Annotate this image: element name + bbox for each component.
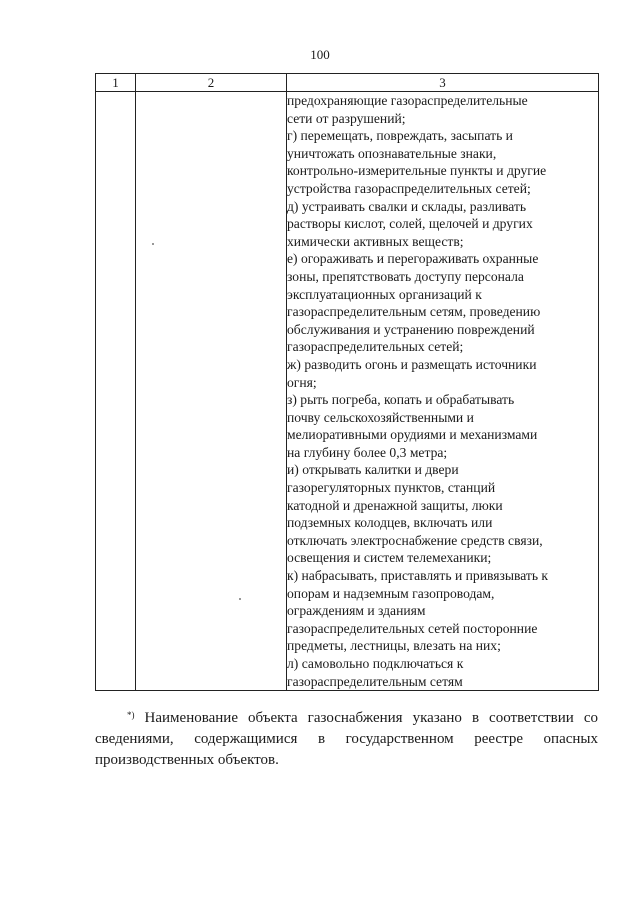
text-line: растворы кислот, солей, щелочей и других: [287, 216, 533, 232]
table-row: [96, 92, 599, 691]
text-line: опорам и надземным газопроводам,: [287, 585, 495, 601]
text-line: устройства газораспределительных сетей;: [287, 180, 531, 196]
text-line: зоны, препятствовать доступу персонала: [287, 268, 524, 284]
text-line: предметы, лестницы, влезать на них;: [287, 638, 501, 654]
text-line: освещения и систем телемеханики;: [287, 550, 492, 566]
header-col-2: 2: [136, 74, 287, 92]
text-line: огня;: [287, 374, 317, 390]
text-line: з) рыть погреба, копать и обрабатывать: [287, 392, 515, 408]
regulation-table: [95, 73, 599, 691]
text-line: газорегуляторных пунктов, станций: [287, 480, 496, 496]
footnote-paragraph: [95, 708, 598, 771]
scan-speck: [152, 243, 154, 245]
text-line: контрольно-измерительные пункты и другие: [287, 163, 547, 179]
text-line: газораспределительных сетей;: [287, 339, 464, 355]
text-line: отключать электроснабжение средств связи,: [287, 532, 543, 548]
page-number: 100: [310, 47, 330, 62]
text-line: почву сельскохозяйственными и: [287, 409, 474, 425]
text-line: сети от разрушений;: [287, 110, 406, 126]
text-line: на глубину более 0,3 метра;: [287, 444, 448, 460]
cell-col-2: [136, 92, 287, 691]
scan-speck: [239, 598, 241, 600]
text-line: газораспределительных сетей посторонние: [287, 620, 538, 636]
text-line: л) самовольно подключаться к: [287, 656, 464, 671]
text-line: катодной и дренажной защиты, люки: [287, 497, 503, 513]
text-line: газораспределительным сетям: [287, 673, 463, 689]
header-col-1: 1: [96, 74, 136, 92]
text-line: к) набрасывать, приставлять и привязывать к: [287, 568, 549, 584]
text-line: е) огораживать и перегораживать охранные: [287, 251, 539, 267]
text-line: уничтожать опознавательные знаки,: [287, 145, 497, 161]
text-line: ж) разводить огонь и размещать источники: [287, 356, 537, 372]
table-header-row: [96, 74, 599, 92]
text-line: предохраняющие газораспределительные: [287, 93, 528, 108]
text-line: мелиоративными орудиями и механизмами: [287, 427, 538, 443]
footnote: [95, 708, 598, 771]
text-line: г) перемещать, повреждать, засыпать и: [287, 128, 513, 144]
text-line: ограждениям и зданиям: [287, 603, 426, 619]
text-line: подземных колодцев, включать или: [287, 515, 493, 531]
footnote-marker: *): [127, 710, 135, 720]
cell-col-3-prohibitions: [287, 92, 599, 691]
text-line: обслуживания и устранению повреждений: [287, 321, 535, 337]
text-line: химически активных веществ;: [287, 233, 464, 249]
text-line: газораспределительным сетям, проведению: [287, 304, 541, 320]
text-line: эксплуатационных организаций к: [287, 286, 482, 302]
footnote-text: Наименование объекта газоснабжения указано в соответствии со сведениями, содержащимися в государственном реестре опасных производственных объектов.: [95, 710, 598, 768]
cell-col-1: [96, 92, 136, 691]
text-line: д) устраивать свалки и склады, разливать: [287, 198, 527, 214]
text-line: и) открывать калитки и двери: [287, 462, 459, 478]
header-col-3: 3: [287, 74, 599, 92]
